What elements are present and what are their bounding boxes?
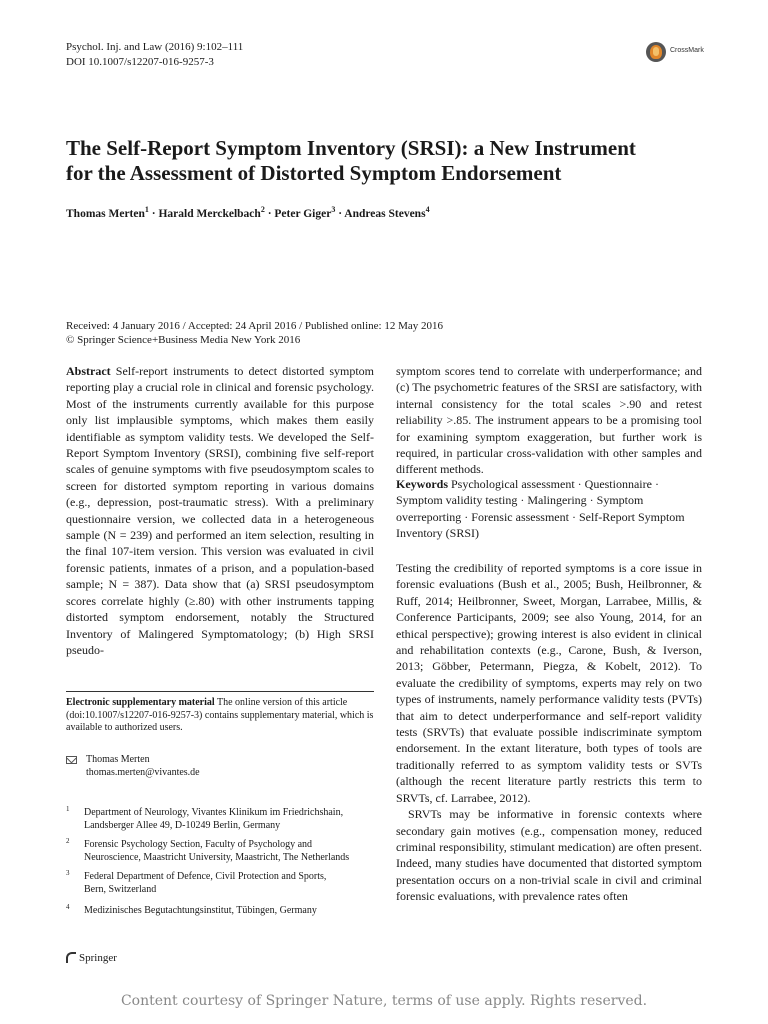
affiliation-number: 2 [66,837,70,845]
affiliation-line: Neuroscience, Maastricht University, Maastricht, The Netherlands [84,852,350,863]
abstract-text-continued: symptom scores tend to correlate with underperformance; and (c) The psychometric features of the SRSI are satisfactory, with internal consistency for the total scales >.90 and retest reliability >.85. The instrument appears to be a promising tool for examining symptom exaggeration, but further work is required, in particular cross-validation with other samples and different methods. [396,364,702,477]
keywords [396,476,702,542]
supplementary-note [66,691,374,735]
courtesy-footer: Content courtesy of Springer Nature, terms of use apply. Rights reserved. [120,993,648,1009]
corresponding-email[interactable]: thomas.merten@vivantes.de [86,767,200,778]
running-header [66,40,243,70]
affiliation-line: Medizinisches Begutachtungsinstitut, Tübingen, Germany [84,905,317,916]
body-paragraph: SRVTs may be informative in forensic contexts where secondary gain motives (e.g., compensation money, reduced criminal responsibility, stimulant medication) are often present. Indeed, many studies have documented that distorted symptom presentation occurs on a non-trivial scale in civil and criminal forensic evaluations, with prevalence rates often [396,807,702,904]
author-affil: 2 [260,205,265,214]
affiliation-number: 4 [66,903,70,911]
body-paragraph: Testing the credibility of reported symptoms is a core issue in forensic evaluations (Bush et al., 2005; Bush, Heilbronner, & Ruff, 2014; Heilbronner, Sweet, Morgan, Larrabee, Millis, & Conference Participants, 2009; see also Young, 2014, for an ethical perspective); growing interest is also evident in clinical and rehabilitation contexts (e.g., Carone, Bush, & Iverson, 2013; Göbber, Petermann, Piegza, & Kobelt, 2012). To evaluate the credibility of symptoms, experts may rely on two types of instruments, namely performance validity tests (PVTs) that aim to detect underperformance and self-report validity tests (SRVTs) that evaluate possible indiscriminate symptom endorsement. In the extant literature, both types of tools are traditionally referred to as symptom validity tests or SVTs (although the recent literature partly restricts this term to SRVTs, cf. Larrabee, 2012). [396,561,702,805]
abstract-label: Abstract [66,364,111,378]
keywords-label: Keywords [396,477,448,491]
abstract [66,363,374,658]
author-name: Andreas Stevens [344,207,426,220]
author-name: Thomas Merten [66,207,145,220]
journal-citation: Psychol. Inj. and Law (2016) 9:102–111 [66,41,244,53]
author-separator: · [264,207,275,220]
affiliation [66,870,376,896]
affiliation [66,838,376,864]
introduction [396,560,702,905]
affiliation-line: Federal Department of Defence, Civil Protection and Sports, [84,871,327,882]
affiliation [66,904,376,917]
affiliation-number: 1 [66,805,70,813]
author-name: Harald Merckelbach [158,207,261,220]
article-dates [66,319,443,347]
envelope-icon [66,756,77,764]
copyright-line: © Springer Science+Business Media New York 2016 [66,334,301,346]
esm-label: Electronic supplementary material [66,697,215,708]
crossmark-icon [646,42,666,62]
crossmark-badge[interactable] [646,42,726,64]
author-list [66,205,430,220]
abstract-continued [396,363,702,478]
affiliation-line: Department of Neurology, Vivantes Klinikum im Friedrichshain, [84,807,344,818]
corresponding-author: Thomas Merten [86,754,150,765]
publisher-name: Springer [79,952,117,964]
affiliation-line: Forensic Psychology Section, Faculty of Psychology and [84,839,313,850]
title-line-2: for the Assessment of Distorted Symptom Endorsement [66,161,562,185]
publisher-logo [66,952,117,964]
affiliation-number: 3 [66,869,70,877]
author-affil: 4 [425,205,430,214]
author-affil: 3 [331,205,336,214]
affiliation-line: Landsberger Allee 49, D-10249 Berlin, Germany [84,820,281,831]
esm-text: The online version of this article (doi:10.1007/s12207-016-9257-3) contains supplementary material, which is available to authorized users. [66,697,374,733]
abstract-text: Self-report instruments to detect distorted symptom reporting play a crucial role in clinical and forensic psychology. Most of the instruments currently available for this purpose only list implausible symptoms, which makes them easily identifiable as symptom validity tests. We developed the Self-Report Symptom Inventory (SRSI), combining five self-report scales of genuine symptoms with five pseudosymptom scales to screen for distorted symptom reporting in various domains (e.g., depression, post-traumatic stress). With a preliminary questionnaire version, we collected data in a heterogeneous sample (N = 239) and performed an item selection, resulting in the final 107-item version. This version was evaluated in civil forensic patients, inmates of a prison, and a population-based sample; N = 387). Data show that (a) SRSI pseudosymptom scores correlate highly (≥.80) with other instruments tapping distorted symptom endorsement, notably the Structured Inventory of Malingered Symptomatology; (b) High SRSI pseudo- [66,364,374,657]
author-separator: · [148,207,159,220]
affiliation-line: Bern, Switzerland [84,884,157,895]
keywords-text: Psychological assessment · Questionnaire · Symptom validity testing · Malingering · Symptom overreporting · Forensic assessment · Self-Report Symptom Inventory (SRSI) [396,477,685,541]
correspondence [66,753,200,779]
author-affil: 1 [144,205,149,214]
author-separator: · [335,207,345,220]
author-name: Peter Giger [274,207,332,220]
affiliation [66,806,376,832]
crossmark-label: CrossMark [670,47,704,54]
doi: DOI 10.1007/s12207-016-9257-3 [66,56,214,68]
title-line-1: The Self-Report Symptom Inventory (SRSI): a New Instrument [66,136,636,160]
article-title [66,136,716,186]
history-dates: Received: 4 January 2016 / Accepted: 24 April 2016 / Published online: 12 May 2016 [66,320,443,332]
springer-horse-icon [66,952,76,963]
